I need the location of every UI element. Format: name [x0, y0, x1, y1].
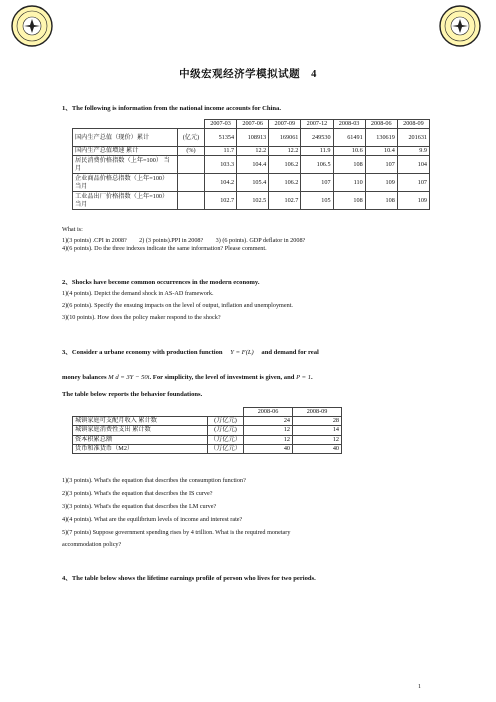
question-3-money-a: money balances [62, 374, 107, 381]
row-label: 工业品出厂价格指数（上年=100） 当月 [73, 192, 178, 210]
table-cell: 109 [365, 174, 397, 192]
question-2-line: 2)(6 points). Specify the ensuing impacts on the level of output, inflation and unemployment. [62, 302, 293, 309]
table-cell: 24 [244, 417, 293, 426]
row-label: 国内生产总值增速 累计 [73, 147, 178, 156]
table-row [73, 156, 430, 174]
page-title: 中级宏观经济学模拟试题 4 [179, 69, 317, 80]
table-cell: 106.2 [269, 174, 301, 192]
row-label: 居民消费价格指数（上年=100） 当月 [73, 156, 178, 174]
row-unit: (亿元) [178, 129, 205, 147]
column-header: 2008-06 [244, 408, 293, 417]
stamp-seal-right-icon [438, 4, 482, 48]
table-cell: 107 [397, 174, 429, 192]
question-3-line: 4)(4 points). What are the equilibrium levels of income and interest rate? [62, 516, 243, 523]
row-label: 城镇家庭消费性支出 累计数 [73, 426, 208, 435]
table-cell: 102.7 [204, 192, 236, 210]
table-cell: 107 [301, 174, 333, 192]
row-label: 货币和准货币（M2） [73, 444, 208, 453]
table-cell: 12.2 [237, 147, 269, 156]
question-3-line: 5)(7 points) Suppose government spending rises by 4 trillion. What is the required monetary [62, 529, 291, 536]
question-3-money [62, 374, 313, 381]
question-1-heading: 1、The following is information from the national income accounts for China. [62, 105, 282, 112]
table-cell: 12 [293, 435, 342, 444]
table-row [73, 147, 430, 156]
table-cell: 108 [365, 192, 397, 210]
table-cell: 169061 [269, 129, 301, 147]
table-cell: 104.4 [237, 156, 269, 174]
question-3-line: 3)(3 points). What's the equation that describes the LM curve? [62, 503, 217, 510]
row-unit [178, 174, 205, 192]
table-cell: 12.2 [269, 147, 301, 156]
column-header: 2007-06 [237, 120, 269, 129]
question-3-line: 2)(3 points). What's the equation that describes the IS curve? [62, 490, 213, 497]
question-3-intro: The table below reports the behavior foundations. [62, 391, 203, 398]
question-1-line: What is: [62, 226, 83, 233]
table-cell: 102.5 [237, 192, 269, 210]
behavior-table [72, 407, 342, 454]
table-header-row [73, 408, 342, 417]
page-number: 1 [418, 684, 421, 690]
table-header-row [73, 120, 430, 129]
question-3-heading-b: and demand for real [261, 349, 319, 356]
gdp-table [72, 119, 430, 210]
question-2-line: 3)(10 points). How does the policy maker respond to the shock? [62, 314, 221, 321]
table-cell: 61491 [333, 129, 365, 147]
stamp-seal-left-icon [10, 4, 54, 48]
row-label: 资本积累总额 [73, 435, 208, 444]
row-unit: （万亿元） [208, 435, 244, 444]
row-unit: (万亿元) [208, 417, 244, 426]
column-header: 2008-03 [333, 120, 365, 129]
table-cell: 104.2 [204, 174, 236, 192]
question-4-heading: 4、The table below shows the lifetime earnings profile of person who lives for two periods. [62, 575, 316, 582]
row-label: 国内生产总值（现价）累计 [73, 129, 178, 147]
table-cell: 108 [333, 192, 365, 210]
table-cell: 9.9 [397, 147, 429, 156]
table-cell: 12 [244, 426, 293, 435]
table-cell: 108 [333, 156, 365, 174]
column-header: 2008-09 [293, 408, 342, 417]
row-unit: (%) [178, 147, 205, 156]
table-row [73, 174, 430, 192]
table-row [73, 417, 342, 426]
table-cell: 40 [244, 444, 293, 453]
row-unit [178, 156, 205, 174]
column-header: 2008-09 [397, 120, 429, 129]
table-cell: 106.2 [269, 156, 301, 174]
question-3-line: 1)(3 points). What's the equation that describes the consumption function? [62, 477, 246, 484]
question-2-heading: 2、Shocks have become common occurrences in the modern economy. [62, 279, 260, 286]
table-cell: 14 [293, 426, 342, 435]
question-3-heading-a: 3、Consider a urbane economy with production function [62, 349, 223, 356]
question-3-line: accommodation policy? [62, 541, 122, 548]
question-3-heading [62, 346, 319, 356]
table-row [73, 192, 430, 210]
table-cell: 104 [397, 156, 429, 174]
row-label: 企业商品价格总指数（上年=100） 当月 [73, 174, 178, 192]
question-1-line: 4)(6 points). Do the three indexes indicate the same information? Please comment. [62, 245, 267, 252]
table-cell: 105 [301, 192, 333, 210]
table-cell: 11.7 [204, 147, 236, 156]
column-header: 2007-03 [204, 120, 236, 129]
table-cell: 10.6 [333, 147, 365, 156]
question-1-line: 1)(3 points) .CPI in 2008? 2) (3 points).PPI in 2008? 3) (6 points). GDP deflator in 2008? [62, 237, 306, 244]
production-function: Y = F(L) [230, 349, 254, 356]
row-label: 城镇家庭可支配月收入 累计数 [73, 417, 208, 426]
price-level-equation: P = 1 [296, 374, 312, 381]
column-header: 2007-09 [269, 120, 301, 129]
question-2-line: 1)(4 points). Depict the demand shock in AS-AD framework. [62, 290, 214, 297]
table-cell: 10.4 [365, 147, 397, 156]
table-row [73, 435, 342, 444]
table-cell: 28 [293, 417, 342, 426]
table-cell: 106.5 [301, 156, 333, 174]
table-cell: 11.9 [301, 147, 333, 156]
table-row [73, 426, 342, 435]
table-cell: 107 [365, 156, 397, 174]
row-unit [178, 192, 205, 210]
table-cell: 102.7 [269, 192, 301, 210]
table-cell: 108913 [237, 129, 269, 147]
table-row [73, 444, 342, 453]
table-cell: 51354 [204, 129, 236, 147]
table-cell: 110 [333, 174, 365, 192]
row-unit: (万亿元) [208, 426, 244, 435]
table-cell: 105.4 [237, 174, 269, 192]
table-cell: 201631 [397, 129, 429, 147]
table-cell: 40 [293, 444, 342, 453]
table-cell: 130619 [365, 129, 397, 147]
column-header: 2007-12 [301, 120, 333, 129]
row-unit: （万亿元） [208, 444, 244, 453]
question-3-money-c: . [311, 374, 313, 381]
table-cell: 103.3 [204, 156, 236, 174]
table-cell: 109 [397, 192, 429, 210]
column-header: 2008-06 [365, 120, 397, 129]
money-demand-equation: M d = 3Y − 50i [108, 374, 150, 381]
question-3-money-b: . For simplicity, the level of investment is given, and [149, 374, 295, 381]
table-cell: 12 [244, 435, 293, 444]
table-row [73, 129, 430, 147]
table-cell: 249530 [301, 129, 333, 147]
